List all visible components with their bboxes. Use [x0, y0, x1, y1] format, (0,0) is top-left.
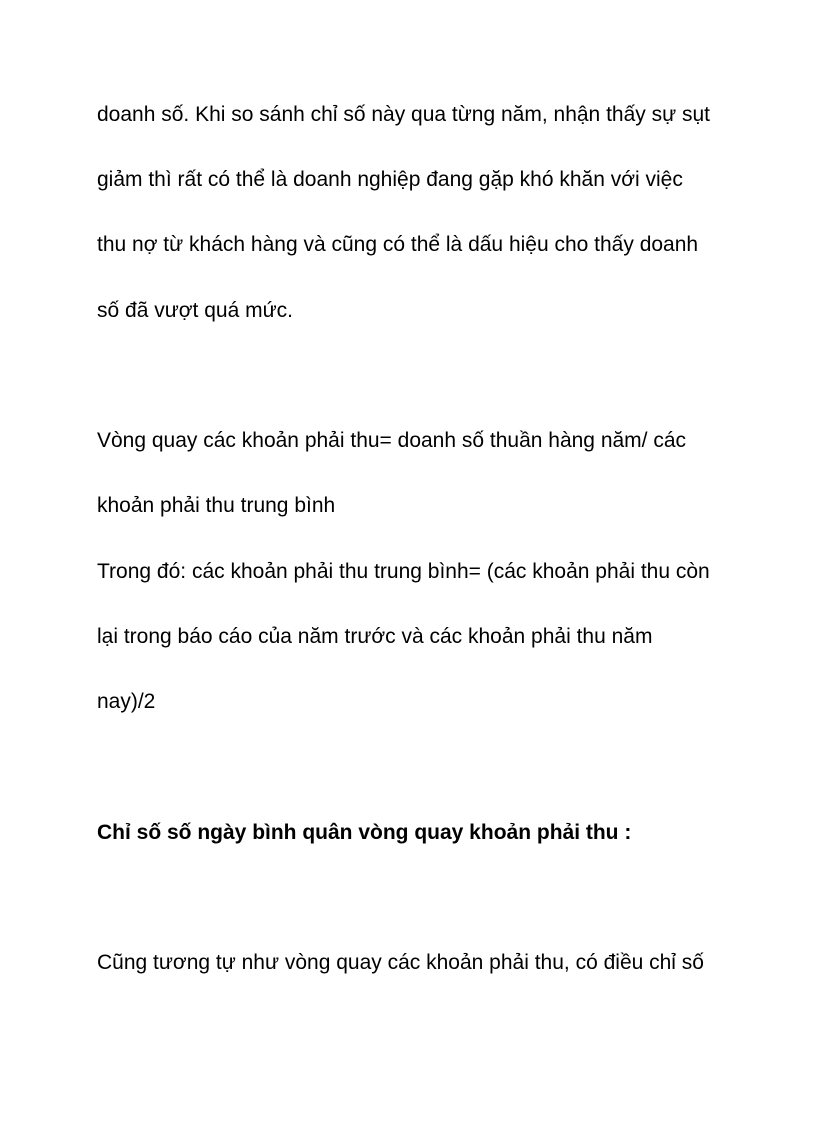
paragraph-line: giảm thì rất có thể là doanh nghiệp đang gặp khó khăn với việc — [97, 168, 683, 191]
section-heading: Chỉ số số ngày bình quân vòng quay khoản phải thu : — [97, 821, 632, 844]
note-line: lại trong báo cáo của năm trước và các khoản phải thu năm — [97, 625, 653, 648]
paragraph-line: Cũng tương tự như vòng quay các khoản phải thu, có điều chỉ số — [97, 951, 704, 974]
paragraph-line: thu nợ từ khách hàng và cũng có thể là dấu hiệu cho thấy doanh — [97, 233, 699, 256]
paragraph-line: doanh số. Khi so sánh chỉ số này qua từng năm, nhận thấy sự sụt — [97, 103, 710, 126]
paragraph-line: số đã vượt quá mức. — [97, 299, 293, 322]
note-line: nay)/2 — [97, 690, 156, 713]
formula-line: Vòng quay các khoản phải thu= doanh số thuần hàng năm/ các — [97, 429, 687, 452]
formula-line: khoản phải thu trung bình — [97, 494, 336, 517]
note-line: Trong đó: các khoản phải thu trung bình= (các khoản phải thu còn — [97, 560, 710, 583]
